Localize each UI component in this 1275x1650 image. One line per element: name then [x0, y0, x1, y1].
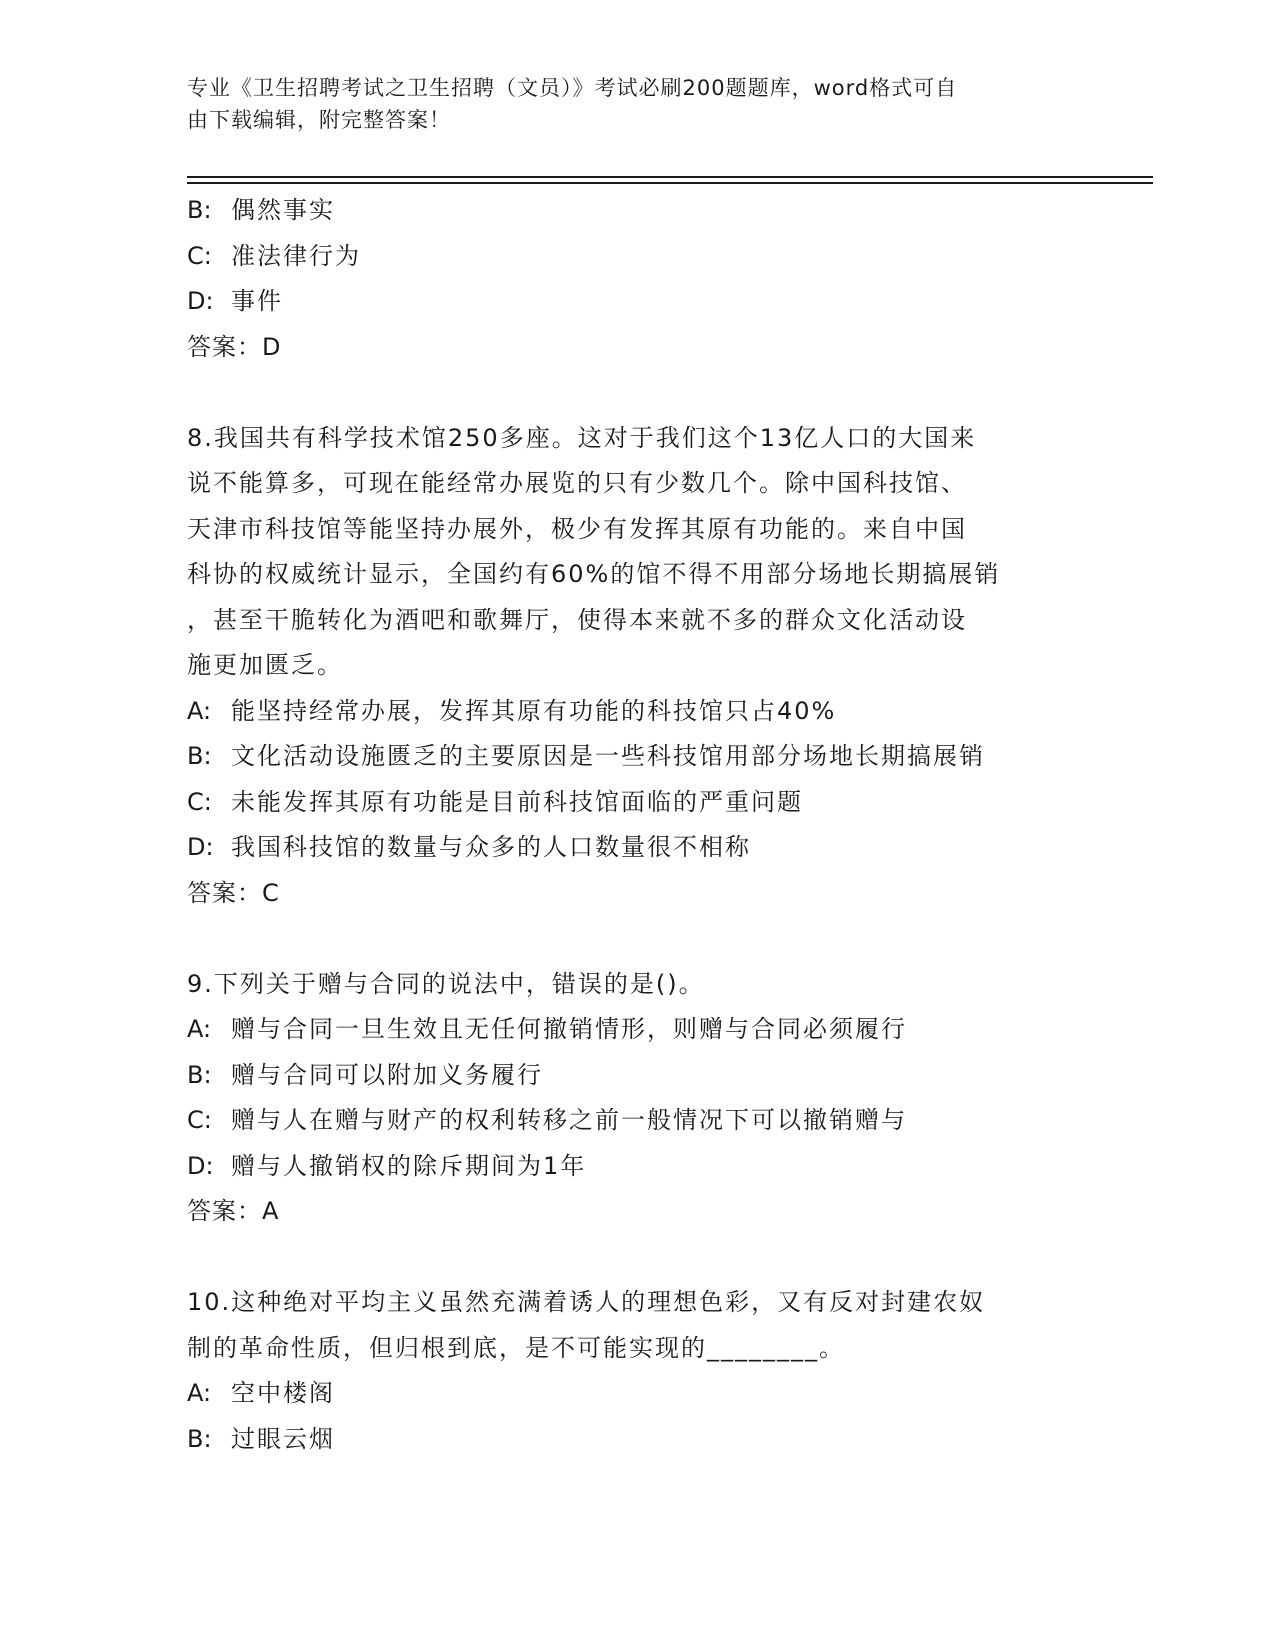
- question-9: [187, 962, 1107, 1235]
- question-stem-line: 天津市科技馆等能坚持办展外，极少有发挥其原有功能的。来自中国: [187, 514, 967, 543]
- option-c: C: 赠与人在赠与财产的权利转移之前一般情况下可以撤销赠与: [187, 1106, 907, 1134]
- option-d: D: 事件: [187, 287, 283, 315]
- answer-line: 答案：D: [187, 332, 282, 361]
- option-b: B: 过眼云烟: [187, 1424, 335, 1453]
- question-stem-line: ，甚至干脆转化为酒吧和歌舞厅，使得本来就不多的群众文化活动设: [187, 605, 967, 634]
- answer-line: 答案：C: [187, 878, 280, 907]
- document-header: [187, 72, 1067, 136]
- option-a: A: 能坚持经常办展，发挥其原有功能的科技馆只占40%: [187, 696, 837, 725]
- header-line-2: 由下载编辑，附完整答案！: [187, 108, 451, 132]
- question-8: [187, 416, 1107, 917]
- header-line-1: 专业《卫生招聘考试之卫生招聘（文员）》考试必刷200题题库，word格式可自: [187, 76, 958, 100]
- spacer: [187, 370, 1107, 416]
- question-10: [187, 1280, 1107, 1462]
- answer-line: 答案：A: [187, 1197, 280, 1225]
- question-7-fragment: [187, 188, 1107, 370]
- question-stem-line: 10.这种绝对平均主义虽然充满着诱人的理想色彩，又有反对封建农奴: [187, 1288, 986, 1316]
- option-b: B: 赠与合同可以附加义务履行: [187, 1060, 543, 1089]
- option-b: B: 文化活动设施匮乏的主要原因是一些科技馆用部分场地长期搞展销: [187, 742, 985, 770]
- option-b: B: 偶然事实: [187, 196, 335, 224]
- header-divider-bottom: [187, 182, 1153, 184]
- question-stem-line: 科协的权威统计显示，全国约有60%的馆不得不用部分场地长期搞展销: [187, 560, 1001, 588]
- question-stem-line: 施更加匮乏。: [187, 651, 343, 679]
- question-stem-line: 8.我国共有科学技术馆250多座。这对于我们这个13亿人口的大国来: [187, 423, 977, 452]
- option-d: D: 赠与人撤销权的除斥期间为1年: [187, 1151, 587, 1180]
- question-stem-line: 9.下列关于赠与合同的说法中，错误的是()。: [187, 969, 705, 998]
- option-d: D: 我国科技馆的数量与众多的人口数量很不相称: [187, 833, 751, 861]
- question-stem-line: 说不能算多，可现在能经常办展览的只有少数几个。除中国科技馆、: [187, 469, 967, 497]
- option-a: A: 空中楼阁: [187, 1379, 335, 1407]
- option-c: C: 准法律行为: [187, 241, 361, 270]
- header-divider-top: [187, 176, 1153, 178]
- question-stem-line: 制的革命性质，但归根到底，是不可能实现的________。: [187, 1333, 845, 1362]
- option-a: A: 赠与合同一旦生效且无任何撤销情形，则赠与合同必须履行: [187, 1015, 907, 1043]
- option-c: C: 未能发挥其原有功能是目前科技馆面临的严重问题: [187, 787, 803, 816]
- spacer: [187, 1235, 1107, 1281]
- spacer: [187, 916, 1107, 962]
- question-content: [187, 188, 1107, 1462]
